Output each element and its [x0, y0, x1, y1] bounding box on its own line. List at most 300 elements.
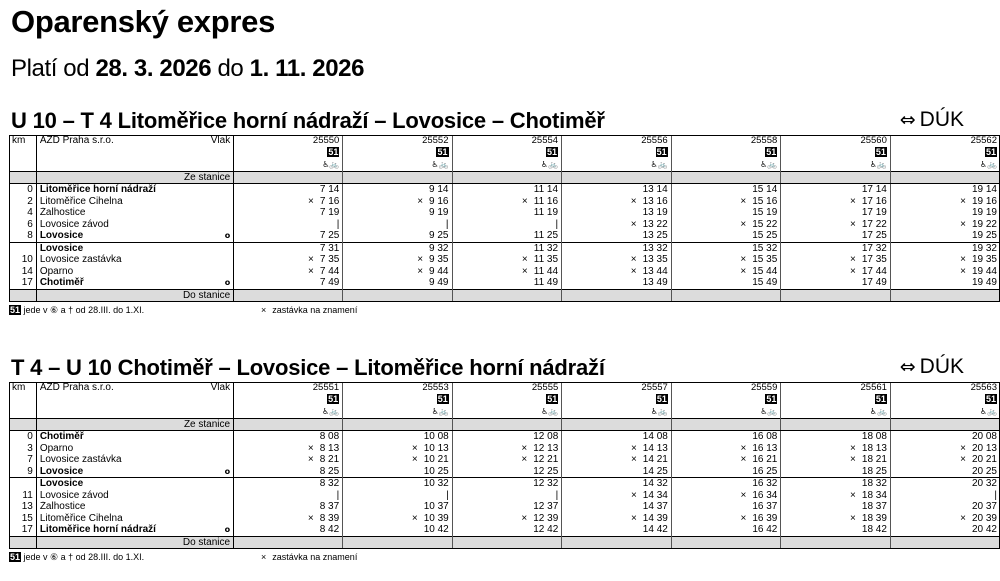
time-value: 15 44 — [752, 265, 778, 277]
page-title: Oparenský expres — [11, 4, 276, 39]
time-value: 11 16 — [533, 195, 559, 207]
time-value: 7 35 — [319, 254, 340, 265]
time-value: 8 37 — [319, 501, 340, 512]
time-value: 18 34 — [861, 489, 887, 501]
wheelchair-icon: ♿ — [650, 407, 658, 416]
request-stop-icon: × — [630, 512, 637, 524]
time-value: 14 42 — [642, 524, 668, 535]
circle-icon: o — [224, 525, 231, 534]
time-value: 8 42 — [319, 524, 340, 535]
line-badge: 51 — [766, 147, 777, 157]
line-badge: 51 — [10, 305, 21, 315]
time-value: 17 22 — [861, 218, 887, 230]
circle-icon: o — [224, 466, 231, 476]
request-stop-icon: × — [521, 195, 528, 207]
request-stop-icon: × — [521, 442, 528, 454]
footnotes — [9, 305, 358, 316]
time-value: 16 21 — [752, 454, 778, 465]
note-request-stop-text: zastávka na znamení — [272, 305, 358, 315]
wheelchair-icon: ♿ — [541, 407, 549, 416]
time-value: 9 16 — [429, 195, 449, 207]
bicycle-icon: 🚲 — [657, 407, 668, 416]
km-cell: 9 — [9, 466, 36, 478]
request-stop-icon: × — [411, 512, 418, 524]
time-value: | — [336, 489, 340, 501]
time-value: 9 49 — [429, 277, 449, 288]
train-number: 25553 — [343, 382, 453, 394]
station-name: Litoměřice horní nádraží — [39, 524, 156, 535]
time-value: 17 14 — [861, 184, 887, 195]
line-badge: 51 — [656, 394, 667, 404]
timetable-section-outbound — [0, 108, 1000, 315]
station-name: Lovosice závod — [39, 218, 109, 230]
station-name: Lovosice — [39, 465, 84, 477]
request-stop-icon: × — [960, 254, 966, 265]
request-stop-icon: × — [308, 265, 314, 277]
train-number: 25552 — [343, 135, 452, 147]
time-value: 11 25 — [533, 230, 559, 241]
train-number: 25562 — [970, 135, 997, 146]
time-value: 16 25 — [752, 465, 778, 477]
train-number: 25551 — [234, 382, 343, 394]
time-value: 15 35 — [752, 254, 778, 265]
km-cell: 0 — [9, 184, 36, 196]
double-arrow-icon: ⇔ — [899, 109, 916, 131]
train-number: 25560 — [781, 135, 891, 147]
from-station-label: Ze stanice — [36, 419, 233, 431]
time-value: 17 44 — [861, 265, 887, 277]
validity-mid: do — [217, 55, 244, 82]
time-value: 18 37 — [861, 501, 887, 512]
request-stop-icon: × — [261, 305, 267, 315]
time-value: 10 25 — [423, 465, 449, 477]
km-header: km — [9, 382, 36, 394]
time-value: 16 39 — [752, 512, 778, 524]
time-value: 10 08 — [423, 431, 449, 442]
time-value: 19 25 — [971, 230, 997, 241]
time-value: 8 25 — [319, 465, 340, 477]
time-value: 10 13 — [423, 442, 449, 454]
train-number: 25559 — [671, 382, 781, 394]
request-stop-icon: × — [417, 254, 424, 265]
time-value: 8 13 — [319, 442, 340, 454]
double-arrow-icon: ⇔ — [899, 356, 916, 378]
bicycle-icon: 🚲 — [767, 160, 778, 169]
time-value: 8 32 — [319, 478, 340, 489]
time-value: 9 14 — [429, 184, 449, 195]
route-title: U 10 – T 4 Litoměřice horní nádraží – Lovosice – Chotiměř — [11, 108, 605, 133]
time-value: 14 08 — [642, 431, 668, 442]
time-value: 14 34 — [642, 489, 668, 501]
time-value: 16 42 — [752, 524, 778, 535]
station-name: Lovosice — [39, 230, 84, 241]
duk-label — [900, 108, 964, 132]
station-name: Litoměřice Cihelna — [39, 195, 123, 207]
line-badge: 51 — [328, 147, 339, 157]
time-value: 20 21 — [971, 454, 997, 465]
time-value: 10 21 — [423, 454, 449, 465]
train-number: 25550 — [234, 135, 343, 147]
time-value: 16 37 — [752, 501, 778, 512]
time-value: 17 25 — [861, 230, 887, 241]
request-stop-icon: × — [521, 512, 528, 524]
time-value: 14 32 — [642, 478, 668, 489]
wheelchair-icon: ♿ — [322, 407, 330, 416]
time-value: 13 49 — [642, 277, 668, 288]
line-badge: 51 — [547, 147, 558, 157]
time-value: 11 32 — [533, 242, 559, 254]
wheelchair-icon: ♿ — [431, 407, 439, 416]
request-stop-icon: × — [850, 442, 856, 454]
station-name: Lovosice závod — [39, 489, 109, 501]
request-stop-icon: × — [630, 454, 637, 465]
time-value: 17 19 — [861, 207, 887, 218]
time-value: 15 14 — [752, 184, 778, 195]
to-station-label: Do stanice — [36, 536, 233, 548]
time-value: | — [446, 489, 449, 501]
km-cell: 2 — [9, 196, 36, 208]
bicycle-icon: 🚲 — [987, 160, 997, 169]
km-cell: 4 — [9, 207, 36, 219]
bicycle-icon: 🚲 — [987, 407, 997, 416]
line-badge: 51 — [766, 394, 777, 404]
time-value: 18 42 — [861, 524, 887, 535]
timetable-frame — [9, 382, 1000, 549]
time-value: 20 37 — [971, 501, 997, 512]
vlak-header: Vlak — [210, 135, 231, 146]
train-number: 25563 — [970, 382, 997, 393]
time-value: 18 13 — [861, 442, 887, 454]
km-cell: 15 — [9, 513, 36, 525]
time-value: 20 32 — [971, 478, 997, 489]
note-request-stop — [261, 552, 357, 562]
time-value: 11 14 — [533, 184, 559, 195]
time-value: | — [994, 489, 997, 501]
time-value: 16 13 — [752, 442, 778, 454]
time-value: 17 35 — [861, 254, 887, 265]
time-value: 8 39 — [319, 512, 340, 524]
request-stop-icon: × — [850, 489, 856, 501]
bicycle-icon: 🚲 — [876, 160, 887, 169]
time-value: 13 25 — [642, 230, 668, 241]
km-cell: 11 — [9, 490, 36, 502]
wheelchair-icon: ♿ — [760, 160, 768, 169]
request-stop-icon: × — [521, 265, 528, 277]
time-value: 14 21 — [642, 454, 668, 465]
time-value: 13 14 — [642, 184, 668, 195]
time-value: 12 21 — [533, 454, 559, 465]
time-value: 17 49 — [861, 277, 887, 288]
request-stop-icon: × — [850, 454, 856, 465]
time-value: 13 22 — [642, 218, 668, 230]
km-cell: 17 — [9, 524, 36, 536]
request-stop-icon: × — [960, 218, 966, 230]
request-stop-icon: × — [740, 489, 747, 501]
request-stop-icon: × — [308, 195, 314, 207]
wheelchair-icon: ♿ — [979, 407, 988, 416]
line-badge: 51 — [656, 147, 667, 157]
time-value: 9 25 — [429, 230, 449, 241]
duk-label — [900, 355, 964, 379]
bicycle-icon: 🚲 — [329, 407, 340, 416]
time-value: 19 16 — [971, 195, 997, 207]
km-cell: 10 — [9, 254, 36, 266]
time-value: 19 49 — [971, 277, 997, 288]
time-value: 20 39 — [971, 512, 997, 524]
bicycle-icon: 🚲 — [548, 407, 559, 416]
request-stop-icon: × — [630, 265, 637, 277]
km-cell: 17 — [9, 277, 36, 289]
request-stop-icon: × — [740, 254, 747, 265]
time-value: 10 42 — [423, 524, 449, 535]
request-stop-icon: × — [740, 265, 747, 277]
request-stop-icon: × — [630, 195, 637, 207]
time-value: 15 32 — [752, 242, 778, 254]
time-value: | — [445, 218, 449, 230]
request-stop-icon: × — [521, 254, 528, 265]
time-value: 20 25 — [971, 465, 997, 477]
time-value: 10 32 — [423, 478, 449, 489]
time-value: 9 44 — [429, 265, 449, 277]
duk-text: DÚK — [919, 355, 964, 378]
time-value: 18 32 — [861, 478, 887, 489]
wheelchair-icon: ♿ — [760, 407, 768, 416]
time-value: 15 16 — [752, 195, 778, 207]
time-value: 11 35 — [533, 254, 559, 265]
time-value: 7 19 — [319, 207, 340, 218]
time-value: 11 19 — [533, 207, 559, 218]
request-stop-icon: × — [960, 454, 966, 465]
line-badge: 51 — [437, 394, 448, 404]
note-request-stop — [261, 305, 357, 315]
request-stop-icon: × — [960, 195, 966, 207]
time-value: 18 39 — [861, 512, 887, 524]
km-cell: 6 — [9, 219, 36, 231]
bicycle-icon: 🚲 — [548, 160, 559, 169]
station-name: Lovosice zastávka — [39, 454, 122, 465]
time-value: 11 49 — [533, 277, 559, 288]
request-stop-icon: × — [261, 552, 267, 562]
station-name: Lovosice zastávka — [39, 254, 122, 265]
time-value: 12 42 — [533, 524, 559, 535]
time-value: 7 31 — [319, 242, 340, 254]
circle-icon: o — [224, 278, 231, 287]
station-name: Chotiměř — [39, 277, 84, 288]
time-value: 7 44 — [319, 265, 340, 277]
time-value: 20 13 — [971, 442, 997, 454]
time-value: 14 25 — [642, 465, 668, 477]
train-number: 25554 — [452, 135, 562, 147]
time-value: 15 19 — [752, 207, 778, 218]
time-value: 9 35 — [429, 254, 449, 265]
line-badge: 51 — [985, 394, 996, 404]
circle-icon: o — [224, 231, 231, 240]
wheelchair-icon: ♿ — [650, 160, 658, 169]
station-name: Lovosice — [39, 242, 84, 254]
line-badge: 51 — [328, 394, 339, 404]
station-name: Žalhostice — [39, 501, 86, 512]
station-name: Žalhostice — [39, 207, 86, 218]
train-number: 25556 — [562, 135, 672, 147]
to-station-label: Do stanice — [36, 289, 233, 301]
station-name: Lovosice — [39, 478, 84, 489]
line-badge: 51 — [437, 147, 448, 157]
time-value: 13 44 — [642, 265, 668, 277]
timetable-frame — [9, 135, 1000, 302]
time-value: 12 39 — [533, 512, 559, 524]
station-name: Oparno — [39, 442, 74, 454]
train-number: 25557 — [562, 382, 672, 394]
time-value: 19 22 — [971, 218, 997, 230]
from-station-label: Ze stanice — [36, 172, 233, 184]
time-value: | — [336, 218, 340, 230]
time-value: 18 25 — [861, 465, 887, 477]
request-stop-icon: × — [411, 442, 418, 454]
bicycle-icon: 🚲 — [438, 407, 449, 416]
request-stop-icon: × — [521, 454, 528, 465]
km-cell: 8 — [9, 230, 36, 242]
km-cell: 0 — [9, 431, 36, 443]
footnotes — [9, 552, 358, 563]
km-cell: 3 — [9, 443, 36, 455]
request-stop-icon: × — [630, 254, 637, 265]
time-value: 7 49 — [319, 277, 340, 288]
km-header: km — [9, 135, 36, 147]
wheelchair-icon: ♿ — [869, 407, 877, 416]
time-value: 13 32 — [642, 242, 668, 254]
time-value: 20 08 — [971, 431, 997, 442]
request-stop-icon: × — [850, 512, 856, 524]
time-value: 20 42 — [971, 524, 997, 535]
time-value: | — [555, 218, 559, 230]
vlak-header: Vlak — [210, 382, 231, 393]
request-stop-icon: × — [740, 454, 747, 465]
request-stop-icon: × — [308, 254, 314, 265]
time-value: 12 37 — [533, 501, 559, 512]
wheelchair-icon: ♿ — [869, 160, 877, 169]
request-stop-icon: × — [307, 454, 314, 465]
bicycle-icon: 🚲 — [876, 407, 887, 416]
time-value: 9 32 — [429, 242, 449, 254]
request-stop-icon: × — [960, 512, 966, 524]
bicycle-icon: 🚲 — [767, 407, 778, 416]
time-value: 16 32 — [752, 478, 778, 489]
note-operating-days: jede v ⑥ a † od 28.III. do 1.XI. — [23, 305, 145, 315]
time-value: 14 13 — [642, 442, 668, 454]
validity-from: 28. 3. 2026 — [95, 55, 212, 82]
time-value: 12 25 — [533, 465, 559, 477]
line-badge: 51 — [547, 394, 558, 404]
request-stop-icon: × — [307, 442, 314, 454]
request-stop-icon: × — [850, 218, 856, 230]
time-value: 15 22 — [752, 218, 778, 230]
time-value: 10 39 — [423, 512, 449, 524]
time-value: 16 08 — [752, 431, 778, 442]
request-stop-icon: × — [417, 195, 424, 207]
time-value: 7 25 — [319, 230, 340, 241]
time-value: 11 44 — [533, 265, 559, 277]
validity-prefix: Platí od — [11, 55, 90, 82]
bicycle-icon: 🚲 — [438, 160, 449, 169]
line-badge: 51 — [985, 147, 996, 157]
time-value: 15 25 — [752, 230, 778, 241]
route-title: T 4 – U 10 Chotiměř – Lovosice – Litoměřice horní nádraží — [11, 355, 605, 380]
train-number: 25558 — [671, 135, 781, 147]
time-value: 19 32 — [971, 242, 997, 254]
request-stop-icon: × — [740, 195, 747, 207]
time-value: 8 08 — [319, 431, 340, 442]
time-value: 13 19 — [642, 207, 668, 218]
time-value: 7 14 — [319, 184, 340, 195]
note-operating-days: jede v ⑥ a † od 28.III. do 1.XI. — [23, 552, 145, 562]
km-cell: 7 — [9, 454, 36, 466]
note-request-stop-text: zastávka na znamení — [272, 552, 358, 562]
duk-text: DÚK — [919, 108, 964, 131]
time-value: 8 21 — [319, 454, 340, 465]
request-stop-icon: × — [960, 265, 966, 277]
station-name: Chotiměř — [39, 431, 84, 442]
request-stop-icon: × — [850, 265, 856, 277]
time-value: 19 19 — [971, 207, 997, 218]
station-name: Litoměřice horní nádraží — [39, 184, 156, 195]
time-value: 12 08 — [533, 431, 559, 442]
bicycle-icon: 🚲 — [657, 160, 668, 169]
line-badge: 51 — [875, 394, 886, 404]
km-cell: 14 — [9, 266, 36, 278]
station-name: Litoměřice Cihelna — [39, 512, 123, 524]
time-value: 18 21 — [861, 454, 887, 465]
time-value: 9 19 — [429, 207, 449, 218]
request-stop-icon: × — [850, 254, 856, 265]
line-badge: 51 — [10, 552, 21, 562]
request-stop-icon: × — [740, 442, 747, 454]
bicycle-icon: 🚲 — [329, 160, 340, 169]
request-stop-icon: × — [630, 489, 637, 501]
time-value: 19 44 — [971, 265, 997, 277]
station-name: Oparno — [39, 265, 74, 277]
request-stop-icon: × — [307, 512, 314, 524]
line-badge: 51 — [875, 147, 886, 157]
request-stop-icon: × — [740, 512, 747, 524]
time-value: 15 49 — [752, 277, 778, 288]
time-value: 7 16 — [319, 195, 340, 207]
time-value: 13 35 — [642, 254, 668, 265]
request-stop-icon: × — [630, 442, 637, 454]
section-header — [0, 108, 1000, 134]
request-stop-icon: × — [850, 195, 856, 207]
wheelchair-icon: ♿ — [322, 160, 330, 169]
time-value: 18 08 — [861, 431, 887, 442]
km-cell: 13 — [9, 501, 36, 513]
operator-name: AŽD Praha s.r.o. — [39, 382, 114, 393]
request-stop-icon: × — [740, 218, 747, 230]
operator-name: AŽD Praha s.r.o. — [39, 135, 114, 146]
time-value: 14 37 — [642, 501, 668, 512]
train-number: 25555 — [452, 382, 562, 394]
train-number: 25561 — [781, 382, 891, 394]
time-value: 12 32 — [533, 478, 559, 489]
request-stop-icon: × — [630, 218, 637, 230]
time-value: 17 16 — [861, 195, 887, 207]
request-stop-icon: × — [417, 265, 424, 277]
request-stop-icon: × — [411, 454, 418, 465]
section-header — [0, 355, 1000, 381]
time-value: 12 13 — [533, 442, 559, 454]
validity-to: 1. 11. 2026 — [249, 55, 365, 82]
time-value: 13 16 — [642, 195, 668, 207]
wheelchair-icon: ♿ — [431, 160, 439, 169]
timetable-section-return — [0, 355, 1000, 562]
